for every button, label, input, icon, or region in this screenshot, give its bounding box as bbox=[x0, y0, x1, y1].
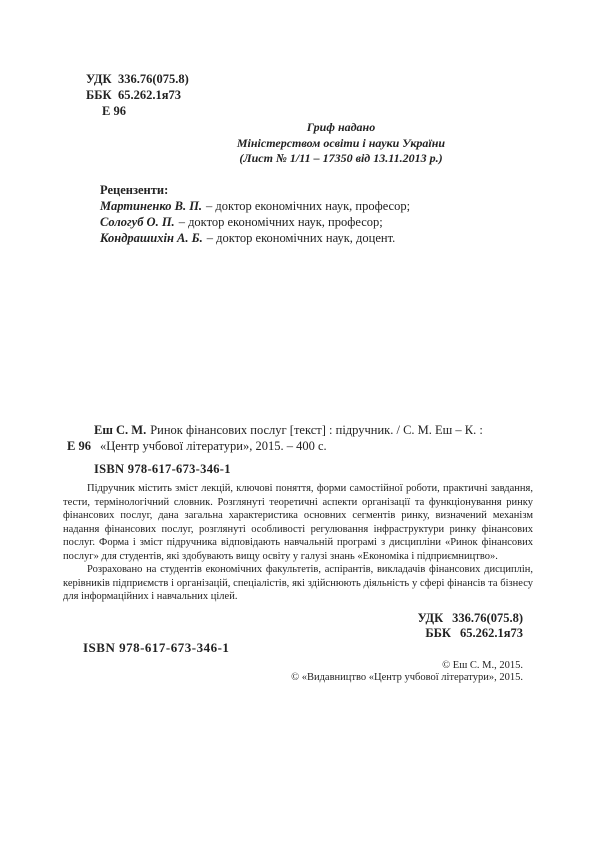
top-udk-row bbox=[86, 71, 189, 87]
reviewer-credentials: – доктор економічних наук, професор; bbox=[178, 215, 383, 229]
reviewer-row bbox=[100, 214, 410, 230]
copyright-line-1: © Еш С. М., 2015. bbox=[442, 660, 523, 671]
reviewer-name: Кондрашихін А. Б. bbox=[100, 231, 203, 245]
entry-code: Е 96 bbox=[102, 104, 126, 118]
top-bbk-label: ББК bbox=[86, 88, 112, 102]
top-bbk-row bbox=[86, 87, 189, 103]
annotation-block bbox=[63, 482, 533, 604]
biblio-line-1 bbox=[94, 423, 483, 438]
biblio-line-2 bbox=[67, 439, 327, 454]
bottom-udk-row bbox=[223, 611, 523, 626]
copyright-block bbox=[223, 660, 523, 684]
bottom-udk-label: УДК bbox=[417, 611, 444, 625]
biblio-entry-code: Е 96 bbox=[67, 439, 91, 453]
biblio-title: Ринок фінансових послуг [текст] : підручник. / С. М. Еш – К. : bbox=[150, 423, 483, 437]
grant-block bbox=[190, 120, 492, 167]
reviewer-row bbox=[100, 198, 410, 214]
isbn-bottom: ISBN 978-617-673-346-1 bbox=[83, 640, 230, 655]
grant-line-1: Гриф надано bbox=[306, 120, 376, 134]
annotation-para-2: Розраховано на студентів економічних факультетів, аспірантів, викладачів фінансових дисциплін, керівників підприємств і організацій, спеціалістів, які здійснюють діяльність у сфері фінансів та бізнесу для інформаційних і навчальних цілей. bbox=[63, 564, 533, 602]
bottom-bbk-value: 65.262.1я73 bbox=[459, 626, 523, 640]
annotation-para-1: Підручник містить зміст лекцій, ключові поняття, форми самостійної роботи, практичні завдання, тести, термінологічний словник. Розглянуті теоретичні аспекти організації та функціонування ринку фінансових послуг, дана загальна характеристика основних сегментів ринку, визначений механізм надання фінансових послуг, розглянуті особливості регулювання інфраструктури ринку фінансових послуг. Форма і зміст підручника відповідають навчальній програмі з дисципліни «Ринок фінансових послуг» для студентів, які здобувають вищу освіту у галузі знань «Економіка і підприємництво». bbox=[63, 483, 533, 562]
reviewer-credentials: – доктор економічних наук, професор; bbox=[206, 199, 411, 213]
reviewers-block bbox=[100, 182, 410, 246]
bottom-bbk-row bbox=[223, 626, 523, 641]
biblio-author: Еш С. М. bbox=[94, 423, 147, 437]
isbn-middle: ISBN 978-617-673-346-1 bbox=[94, 462, 231, 476]
top-bbk-value: 65.262.1я73 bbox=[118, 88, 182, 102]
top-udk-value: 336.76(075.8) bbox=[118, 72, 189, 86]
bottom-bbk-label: ББК bbox=[425, 626, 451, 640]
copyright-line-2: © «Видавництво «Центр учбової літератури», 2015. bbox=[291, 672, 523, 683]
reviewer-name: Сологуб О. П. bbox=[100, 215, 175, 229]
biblio-publisher: «Центр учбової літератури», 2015. – 400 с. bbox=[99, 439, 327, 453]
bottom-codes-block bbox=[223, 611, 523, 641]
reviewer-row bbox=[100, 230, 410, 246]
reviewer-name: Мартиненко В. П. bbox=[100, 199, 203, 213]
top-udk-label: УДК bbox=[86, 72, 112, 86]
reviewers-heading: Рецензенти: bbox=[100, 183, 169, 197]
bottom-udk-value: 336.76(075.8) bbox=[452, 611, 523, 625]
reviewer-credentials: – доктор економічних наук, доцент. bbox=[206, 231, 396, 245]
grant-line-3: (Лист № 1/11 – 17350 від 13.11.2013 р.) bbox=[239, 151, 443, 165]
top-codes-block bbox=[86, 71, 189, 119]
grant-line-2: Міністерством освіти і науки України bbox=[236, 135, 446, 150]
